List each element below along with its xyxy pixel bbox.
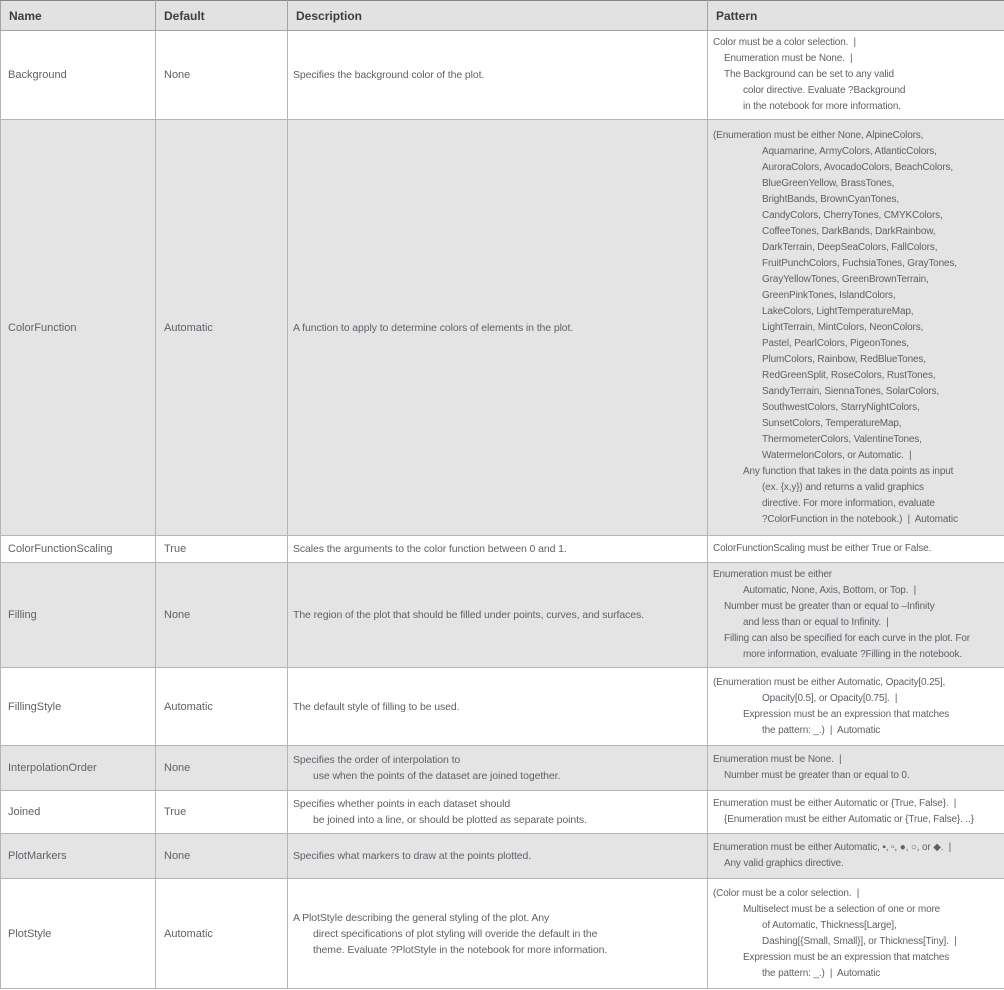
pattern-line: Any valid graphics directive. [724, 858, 844, 869]
option-name: ColorFunction [8, 321, 77, 334]
cell-option-name [1, 563, 156, 668]
pattern-line: BlueGreenYellow, BrassTones, [762, 177, 895, 189]
cell-pattern [708, 746, 1004, 791]
cell-pattern [708, 563, 1004, 668]
table-row [1, 791, 1004, 834]
table-row [1, 120, 1004, 536]
pattern-line: of Automatic, Thickness[Large], [762, 919, 897, 931]
pattern-line: AuroraColors, AvocadoColors, BeachColors, [762, 161, 953, 173]
pattern-line: Expression must be an expression that matches [743, 951, 950, 963]
cell-pattern [708, 791, 1004, 834]
pattern-line: (ex. {x,y}) and returns a valid graphics [762, 481, 924, 493]
pattern-line: PlumColors, Rainbow, RedBlueTones, [762, 353, 926, 365]
header-row [1, 1, 1004, 31]
cell-description [288, 120, 708, 536]
table-row [1, 536, 1004, 563]
pattern-line: Automatic, None, Axis, Bottom, or Top. | [743, 585, 917, 596]
default-value: None [164, 850, 191, 862]
pattern-line: Filling can also be specified for each curve in the plot. For [724, 633, 970, 644]
cell-default-value [156, 31, 288, 120]
description-line: A function to apply to determine colors of elements in the plot. [293, 321, 574, 334]
description-line: use when the points of the dataset are joined together. [313, 770, 561, 782]
pattern-line: Enumeration must be None. | [724, 53, 853, 64]
pattern-line: The Background can be set to any valid [724, 69, 894, 80]
pattern-line: LakeColors, LightTemperatureMap, [762, 305, 914, 317]
pattern-line: RedGreenSplit, RoseColors, RustTones, [762, 369, 936, 381]
pattern-line: ColorFunctionScaling must be either True or False. [713, 543, 932, 554]
column-header-description: Description [288, 1, 708, 31]
pattern-line: GrayYellowTones, GreenBrownTerrain, [762, 273, 929, 285]
cell-description [288, 791, 708, 834]
cell-description [288, 834, 708, 879]
option-name: Background [8, 69, 67, 81]
default-value: True [164, 543, 187, 555]
description-line: The region of the plot that should be filled under points, curves, and surfaces. [293, 609, 644, 621]
cell-description [288, 879, 708, 989]
cell-pattern [708, 120, 1004, 536]
pattern-line: Number must be greater than or equal to 0. [724, 770, 910, 781]
pattern-line: GreenPinkTones, IslandColors, [762, 289, 896, 301]
cell-description [288, 31, 708, 120]
description-line: Specifies the order of interpolation to [293, 754, 461, 766]
description-line: Scales the arguments to the color function between 0 and 1. [293, 543, 567, 555]
option-name: PlotStyle [8, 927, 52, 940]
cell-pattern [708, 879, 1004, 989]
pattern-line: SandyTerrain, SiennaTones, SolarColors, [762, 385, 940, 397]
cell-default-value [156, 746, 288, 791]
pattern-line: the pattern: _.) | Automatic [762, 967, 881, 979]
default-value: None [164, 762, 191, 774]
cell-default-value [156, 120, 288, 536]
cell-default-value [156, 879, 288, 989]
pattern-line: Multiselect must be a selection of one or more [743, 903, 941, 915]
pattern-line: (Enumeration must be either None, AlpineColors, [713, 129, 924, 141]
cell-option-name [1, 879, 156, 989]
cell-option-name [1, 791, 156, 834]
table-row [1, 879, 1004, 989]
column-header-pattern: Pattern [708, 1, 1004, 31]
cell-description [288, 746, 708, 791]
pattern-line: Any function that takes in the data points as input [743, 465, 954, 477]
pattern-line: (Color must be a color selection. | [713, 887, 860, 899]
option-name: InterpolationOrder [8, 762, 97, 774]
description-line: Specifies the background color of the plot. [293, 69, 485, 81]
cell-option-name [1, 31, 156, 120]
cell-pattern [708, 834, 1004, 879]
default-value: None [164, 69, 191, 81]
pattern-line: FruitPunchColors, FuchsiaTones, GrayTones, [762, 257, 957, 269]
default-value: Automatic [164, 321, 213, 334]
cell-pattern [708, 668, 1004, 746]
cell-default-value [156, 791, 288, 834]
column-header-name: Name [1, 1, 156, 31]
pattern-line: Enumeration must be None. | [713, 754, 842, 765]
description-line: The default style of filling to be used. [293, 700, 460, 713]
pattern-line: color directive. Evaluate ?Background [743, 85, 906, 96]
pattern-line: Pastel, PearlColors, PigeonTones, [762, 337, 909, 349]
pattern-line: the pattern: _.) | Automatic [762, 724, 881, 736]
cell-option-name [1, 536, 156, 563]
pattern-line: Enumeration must be either Automatic, ▪, ▫, ●, ○, or ◆. | [713, 842, 952, 853]
cell-pattern [708, 536, 1004, 563]
description-line: Specifies whether points in each dataset should [293, 798, 511, 810]
cell-default-value [156, 834, 288, 879]
table-row [1, 668, 1004, 746]
option-name: PlotMarkers [8, 850, 67, 862]
pattern-line: and less than or equal to Infinity. | [743, 617, 889, 628]
cell-description [288, 563, 708, 668]
cell-default-value [156, 563, 288, 668]
pattern-line: ?ColorFunction in the notebook.) | Automatic [762, 513, 958, 525]
cell-option-name [1, 834, 156, 879]
pattern-line: more information, evaluate ?Filling in the notebook. [743, 649, 962, 660]
default-value: Automatic [164, 927, 213, 940]
default-value: True [164, 806, 187, 818]
pattern-line: LightTerrain, MintColors, NeonColors, [762, 321, 924, 333]
pattern-line: CandyColors, CherryTones, CMYKColors, [762, 209, 943, 221]
pattern-line: CoffeeTones, DarkBands, DarkRainbow, [762, 225, 936, 237]
option-name: FillingStyle [8, 700, 62, 713]
description-line: Specifies what markers to draw at the points plotted. [293, 850, 532, 862]
pattern-line: Enumeration must be either [713, 569, 832, 580]
pattern-line: Dashing[{Small, Small}], or Thickness[Tiny]. | [762, 935, 957, 947]
description-line: theme. Evaluate ?PlotStyle in the notebook for more information. [313, 943, 608, 956]
pattern-line: BrightBands, BrownCyanTones, [762, 193, 899, 205]
table-row [1, 834, 1004, 879]
pattern-line: SunsetColors, TemperatureMap, [762, 417, 902, 429]
cell-default-value [156, 536, 288, 563]
cell-option-name [1, 668, 156, 746]
table-row [1, 746, 1004, 791]
pattern-line: {Enumeration must be either Automatic or {True, False}. ..} [724, 814, 974, 825]
table-row [1, 563, 1004, 668]
table-row [1, 31, 1004, 120]
pattern-line: Aquamarine, ArmyColors, AtlanticColors, [762, 145, 937, 157]
pattern-line: Opacity[0.5], or Opacity[0.75]. | [762, 692, 898, 704]
pattern-line: DarkTerrain, DeepSeaColors, FallColors, [762, 241, 938, 253]
pattern-line: in the notebook for more information. [743, 101, 901, 112]
pattern-line: directive. For more information, evaluate [762, 497, 935, 509]
option-name: ColorFunctionScaling [8, 543, 113, 555]
pattern-line: Enumeration must be either Automatic or {True, False}. | [713, 798, 957, 809]
cell-option-name [1, 746, 156, 791]
default-value: None [164, 609, 191, 621]
cell-description [288, 668, 708, 746]
description-line: be joined into a line, or should be plotted as separate points. [313, 814, 587, 826]
pattern-line: Number must be greater than or equal to –Infinity [724, 601, 935, 612]
description-line: direct specifications of plot styling will overide the default in the [313, 927, 598, 940]
option-name: Filling [8, 609, 37, 621]
pattern-line: ThermometerColors, ValentineTones, [762, 433, 922, 445]
cell-pattern [708, 31, 1004, 120]
cell-option-name [1, 120, 156, 536]
pattern-line: (Enumeration must be either Automatic, Opacity[0.25], [713, 676, 946, 688]
cell-description [288, 536, 708, 563]
pattern-line: WatermelonColors, or Automatic. | [762, 449, 912, 461]
description-line: A PlotStyle describing the general styling of the plot. Any [293, 911, 550, 924]
pattern-line: SouthwestColors, StarryNightColors, [762, 401, 920, 413]
column-header-default: Default [156, 1, 288, 31]
default-value: Automatic [164, 700, 213, 713]
option-name: Joined [8, 806, 41, 818]
pattern-line: Expression must be an expression that matches [743, 708, 950, 720]
cell-default-value [156, 668, 288, 746]
pattern-line: Color must be a color selection. | [713, 37, 856, 48]
